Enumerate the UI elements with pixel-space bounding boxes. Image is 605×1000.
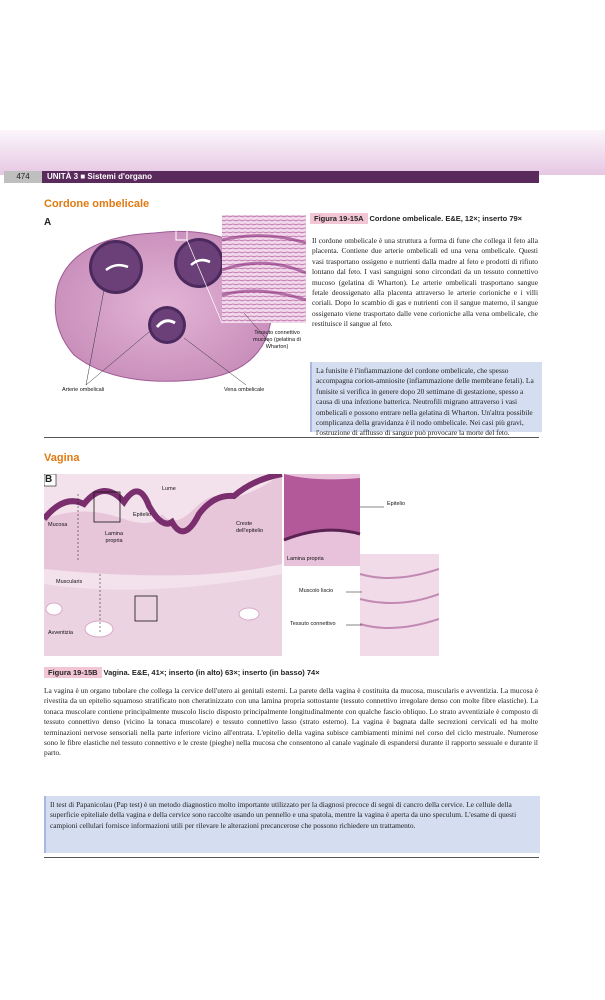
section-title-cordone: Cordone ombelicale: [44, 198, 150, 210]
label-epitelio-inset: Epitelio: [387, 501, 406, 507]
divider-b: [44, 857, 539, 858]
header-band: [0, 130, 605, 175]
paragraph-cordone: Il cordone ombelicale è una struttura a forma di fune che collega il feto alla placenta. Contiene due arterie ombelicali ed una vena ombelicale. Questi vasi trasportano ossigeno e nutrienti dalla madre al feto e prodotti di rifiuto lontano dal feto. I vasi sanguigni sono circondati da un tessuto connettivo mucoso (gelatina di Wharton). Le arterie ombelicali trasportano sangue fetale deossigenato alla placenta attraverso le arterie corioniche e i villi coriali. Dopo lo scambio di gas e nutrienti con il sangue materno, il sangue ossigenato viene trasportato dalle vene corioniche alla vena ombelicale, che restituisce il sangue al feto.: [312, 236, 538, 329]
label-avventizia: Avventizia: [48, 630, 73, 636]
label-epitelio: Epitelio: [133, 512, 152, 518]
section-title-vagina: Vagina: [44, 452, 80, 464]
label-vena-ombelicale: Vena ombelicale: [224, 387, 265, 393]
label-muscolo-liscio: Muscolo liscio: [299, 588, 334, 594]
label-arterie-ombelicali: Arterie ombelicali: [62, 387, 105, 393]
panel-letter-a: A: [44, 217, 52, 228]
unit-title: UNITÀ 3 ■ Sistemi d'organo: [47, 172, 152, 181]
divider-a: [44, 437, 539, 438]
cord-histology-image: [44, 215, 306, 415]
vagina-histology-image: [44, 474, 439, 656]
panel-letter-b: B: [45, 474, 53, 485]
clinical-box-pap-test: Il test di Papanicolau (Pap test) è un metodo diagnostico molto importante utilizzato per la diagnosi precoce di segni di cancro della cervice. Le cellule della superficie epiteliale della vagina e della cervice sono raccolte usando un pennello e una spatola, mentre la vagina è aperta da uno speculum. L'esame di questi campioni cellulari fornisce informazioni utili per rilevare le alterazioni precancerose che possono richiedere un trattamento.: [44, 796, 540, 853]
clinical-box-funisite: La funisite è l'infiammazione del cordone ombelicale, che spesso accompagna corion-amniosite (infiammazione delle membrane fetali). La funisite si verifica in genere dopo 20 settimane di gestazione, spesso a causa di una infezione batterica. Neutrofili migrano attraverso i vasi ombelicali e possono entrare nella gelatina di Wharton. Un'altra possibile complicanza della gravidanza è il nodo ombelicale. Nei casi più gravi, l'ostruzione di afflusso di sangue può provocare la morte del feto.: [310, 362, 542, 432]
figure-caption-b: [44, 667, 539, 678]
label-tessuto-connettivo: Tessuto connettivo: [290, 621, 336, 627]
caption-tag-a: Figura 19-15A: [310, 213, 368, 224]
label-lamina-propria: Lamina propria: [104, 531, 124, 544]
caption-tag-b: Figura 19-15B: [44, 667, 102, 678]
figure-caption-a: [310, 213, 540, 224]
label-lume: Lume: [162, 486, 176, 492]
caption-text-b: Vagina. E&E, 41×; inserto (in alto) 63×; inserto (in basso) 74×: [103, 668, 320, 677]
label-mucosa: Mucosa: [48, 522, 68, 528]
label-tessuto-connettivo-mucoso: Tessuto connettivo mucoso (gelatina di Wharton): [253, 330, 301, 350]
label-lamina-propria-inset: Lamina propria: [287, 556, 324, 562]
paragraph-vagina: La vagina è un organo tubolare che collega la cervice dell'utero ai genitali esterni. La parete della vagina è costituita da mucosa, muscularis e avventizia. La mucosa è rivestita da un epitelio squamoso stratificato non cheratinizzato con una lamina propria sottostante (tessuto connettivo irregolare denso con molte fibre elastiche). La tonaca muscolare contiene principalmente muscolo liscio disposto principalmente longitudinalmente con qualche fascio obliquo. Lo strato avventiziale è composto di tessuto connettivo denso (vicino la tonaca muscolare) e tessuto connettivo lasso (strato esterno). La vagina è bagnata dalle secrezioni cervicali ed ha molte terminazioni nervose sensoriali nella parte inferiore vicino all'entrata. L'epitelio della vagina subisce cambiamenti minimi nel corso del ciclo mestruale. Numerose sono le fibre elastiche nel tessuto connettivo e le creste (pieghe) nella mucosa che consentono al canale vaginale di espandersi durante il rapporto sessuale e durante il parto.: [44, 686, 538, 758]
caption-text-a: Cordone ombelicale. E&E, 12×; inserto 79×: [369, 214, 523, 223]
label-muscularis: Muscularis: [56, 579, 83, 585]
page-number: 474: [4, 171, 42, 183]
label-creste: Creste dell'epitelio: [236, 521, 264, 534]
